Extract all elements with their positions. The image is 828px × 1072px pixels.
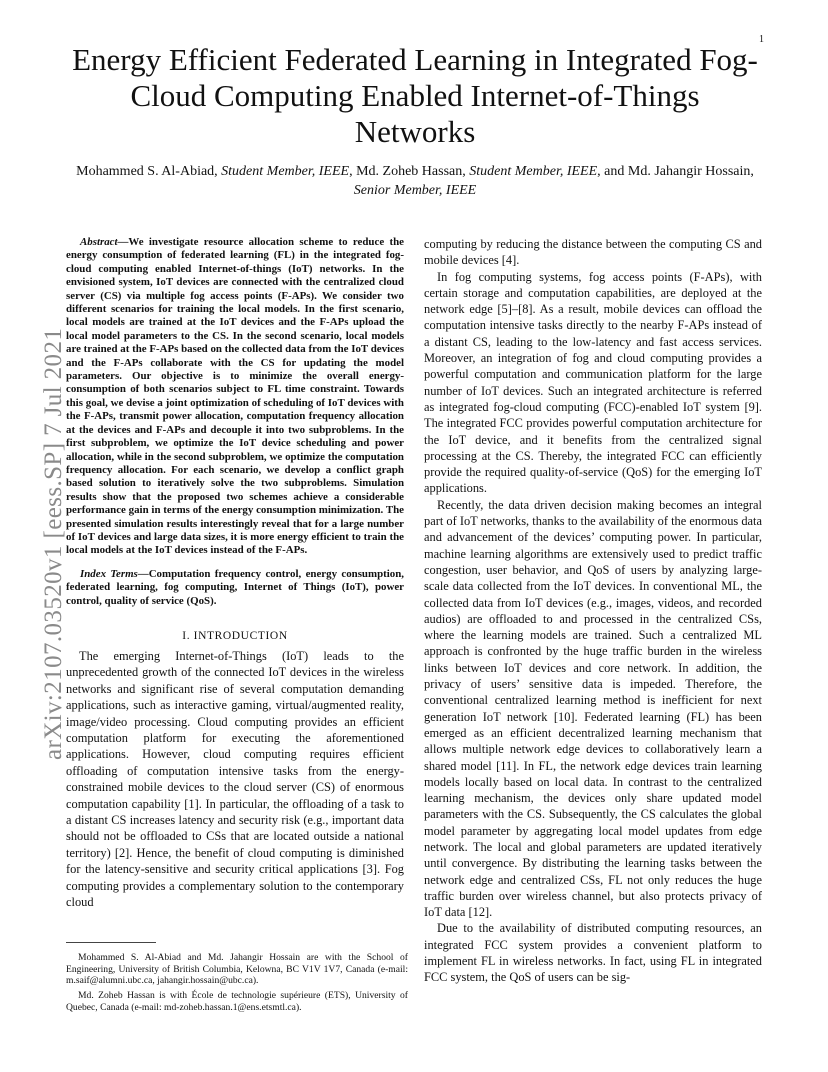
index-terms-text: —Computation frequency control, energy consumption, federated learning, fog computing, Internet of Things (IoT), power control, quality of service (QoS).	[66, 567, 404, 607]
author-2: , Md. Zoheb Hassan,	[349, 164, 470, 179]
author-1: Mohammed S. Al-Abiad,	[76, 164, 222, 179]
author-list	[60, 162, 770, 200]
paper-title: Energy Efficient Federated Learning in Integrated Fog-Cloud Computing Enabled Internet-of-Things Networks	[72, 42, 758, 149]
author-3-role: Senior Member, IEEE	[353, 183, 477, 198]
footnote-divider	[66, 942, 156, 943]
arxiv-identifier: arXiv:2107.03520v1 [eess.SP] 7 Jul 2021	[40, 327, 67, 760]
section-heading-introduction: I. INTRODUCTION	[182, 629, 288, 642]
author-2-role: Student Member, IEEE	[469, 164, 598, 179]
intro-paragraph-2: In fog computing systems, fog access points (F-APs), with certain storage and computation capabilities, are deployed at the network edge [5]–[8]. As a result, mobile devices can offload the computation intensive tasks directly to the nearby F-APs instead of a distant CS, leading to the low-latency and fast access services. Moreover, an integration of fog and cloud computing provides a powerful computation and communication platform for the large number of IoT devices. Such an integrated architecture is referred as integrated fog-cloud computing (FCC)-enabled IoT system [9]. The integrated FCC provides powerful computation architecture for the IoT device, and it benefits from the centralized signal processing at the CS. Thereby, the integrated FCC can efficiently provide the required quality-of-service (QoS) for the emerging IoT applications.	[424, 269, 762, 496]
intro-paragraph-1-continued: computing by reducing the distance between the computing CS and mobile devices [4].	[424, 237, 762, 268]
right-column	[424, 236, 762, 986]
abstract-label: Abstract	[80, 236, 118, 248]
footnote-affiliation-1: Mohammed S. Al-Abiad and Md. Jahangir Hossain are with the School of Engineering, University of British Columbia, Kelowna, BC V1V 1V7, Canada (e-mail: m.saif@alumni.ubc.ca, jahangir.hossain@ubc.ca).	[66, 952, 408, 987]
page-number: 1	[759, 34, 764, 45]
author-3: , and Md. Jahangir Hossain,	[597, 164, 754, 179]
intro-paragraph-1: The emerging Internet-of-Things (IoT) leads to the unprecedented growth of the connected IoT devices in the wireless networks and significant rise of several computation demanding applications, such as interactive gaming, virtual/augmented reality, image/video processing. Cloud computing provides an efficient computation platform for executing the aforementioned applications. However, cloud computing requires efficient offloading of computation intensive tasks from the energy-constrained mobile devices to the cloud server (CS) of enormous computation capability [1]. In particular, the offloading of a task to a distant CS increases latency and security risk (e.g., important data should not be offloaded to CSs that are located outside a national territory) [2]. Hence, the benefit of cloud computing is diminished for the latency-sensitive and security critical applications [3]. Fog computing provides a complementary solution to the contemporary cloud	[66, 648, 404, 910]
abstract	[66, 236, 404, 558]
footnote-affiliation-2: Md. Zoheb Hassan is with École de technologie supérieure (ETS), University of Quebec, Canada (e-mail: md-zoheb.hassan.1@ens.etsmtl.ca).	[66, 990, 408, 1013]
index-terms-label: Index Terms	[80, 567, 138, 580]
left-column	[66, 236, 404, 910]
index-terms	[66, 568, 404, 608]
abstract-text: —We investigate resource allocation scheme to reduce the energy consumption of federated learning (FL) in the integrated fog-cloud computing enabled Internet-of-things (IoT) networks. In the envisioned system, IoT devices are connected with the centralized cloud server (CS) via multiple fog access points (F-APs). We consider two different scenarios for training the local models. In the first scenario, local models are trained at the IoT devices and the F-APs upload the local model parameters to the CS. In the second scenario, local models are trained at the F-APs based on the collected data from the IoT devices and the F-APs collaborate with the CS for updating the model parameters. Our objective is to minimize the overall energy-consumption of both scenarios subject to FL time constraint. Towards this goal, we devise a joint optimization of scheduling of IoT devices with the F-APs, transmit power allocation, computation frequency allocation at the devices and F-APs and decouple it into two subproblems. In the first subproblem, we optimize the IoT device scheduling and power allocation, while in the second subproblem, we optimize the computation frequency allocation. For each scenario, we develop a conflict graph based solution to iteratively solve the two subproblems. Simulation results show that the proposed two schemes achieve a considerable performance gain in terms of the energy consumption minimization. The presented simulation results interestingly reveal that for a large number of IoT devices and large data sizes, it is more energy efficient to train the local models at the IoT devices instead of the F-APs.	[66, 236, 404, 557]
intro-paragraph-3: Recently, the data driven decision making becomes an integral part of IoT networks, thanks to the availability of the enormous data and advancement of the devices’ computing power. In particular, machine learning algorithms are extensively used to predict traffic congestion, user behavior, and QoS of users by analyzing large-scale data collected from the IoT devices. In conventional ML, the collected data from IoT devices (e.g., images, videos, and recorded audios) are offloaded to and processed in the centralized CSs, where the learning models are trained. Such a centralized ML approach is confronted by the huge traffic burden in the wireless links between IoT devices and core network. In addition, the privacy of users’ sensitive data is impeded. Therefore, the conventional centralized learning method is inefficient for next generation IoT network [10]. Federated learning (FL) has been emerged as an efficient decentralized learning mechanism that allows multiple network edge devices to collaboratively learn a shared model [11]. In FL, the network edge devices train learning models locally based on local data. In contrast to the centralized learning mechanism, the devices only share updated model parameters with the CS. Subsequently, the CS calculates the global model parameter by aggregating local model updates from edge network. The local and global parameters are updated iteratively until convergence. By distributing the learning tasks between the network edge and centralized CSs, FL not only reduces the huge traffic burden over wireless channel, but also protects privacy of IoT data [12].	[424, 497, 762, 920]
author-1-role: Student Member, IEEE	[221, 164, 350, 179]
intro-paragraph-4: Due to the availability of distributed computing resources, an integrated FCC system provides a convenient platform to implement FL in wireless networks. In fact, using FL in integrated FCC system, the QoS of users can be sig-	[424, 921, 762, 985]
